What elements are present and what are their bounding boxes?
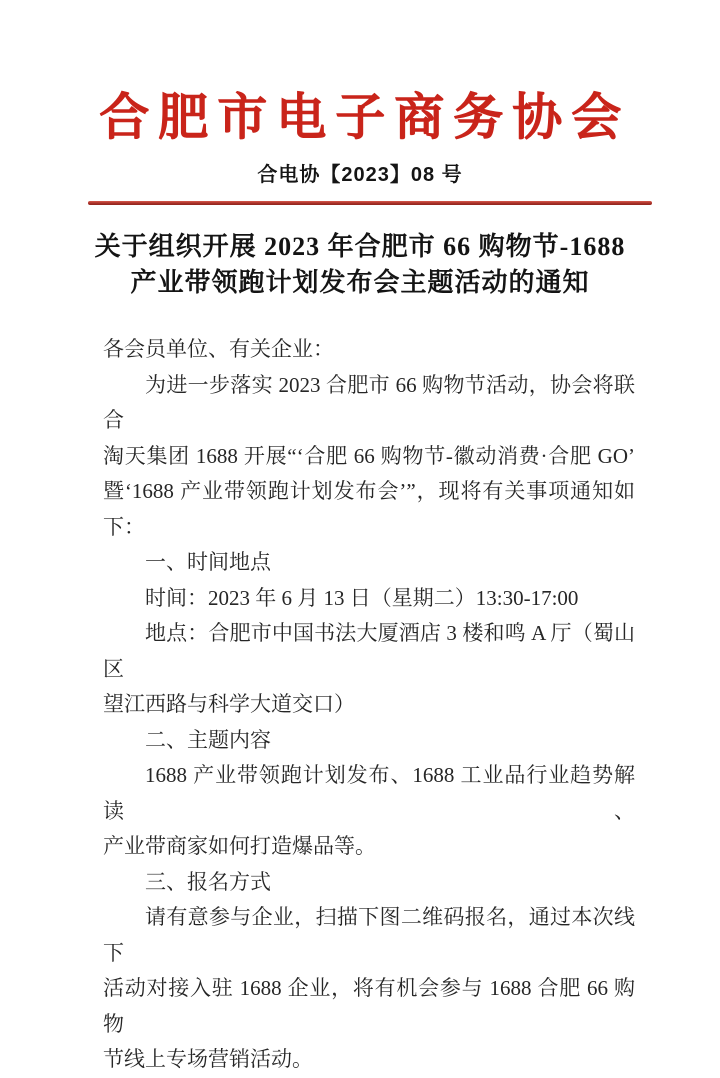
body-text-line: 三、报名方式 (145, 869, 271, 894)
body-text-line: 望江西路与科学大道交口） (103, 692, 355, 716)
body-text-line: 淘天集团 1688 开展“‘合肥 66 购物节-徽动消费·合肥 GO’ (103, 443, 635, 468)
org-name-heading: 合肥市电子商务协会 (99, 89, 630, 145)
doc-body (103, 332, 635, 1078)
body-text-line: 为进一步落实 2023 合肥市 66 购物节活动，协会将联合 (103, 372, 635, 432)
body-text-line: 地点：合肥市中国书法大厦酒店 3 楼和鸣 A 厅（蜀山区 (103, 621, 635, 681)
document-page (0, 84, 720, 1071)
red-divider-line (88, 201, 652, 205)
body-text-line: 节线上专场营销活动。 (103, 1047, 313, 1071)
body-text-line: 产业带商家如何打造爆品等。 (103, 834, 376, 858)
doc-title (0, 229, 720, 301)
body-text-line: 二、主题内容 (145, 727, 271, 752)
body-text-line: 一、时间地点 (145, 550, 271, 574)
doc-title-line-2: 产业带领跑计划发布会主题活动的通知 (130, 268, 590, 297)
body-text-line: 各会员单位、有关企业： (103, 337, 334, 361)
doc-title-line-1: 关于组织开展 2023 年合肥市 66 购物节-1688 (94, 232, 626, 261)
body-text-line: 时间：2023 年 6 月 13 日（星期二）13:30-17:00 (145, 585, 579, 610)
body-text-line: 请有意参与企业，扫描下图二维码报名，通过本次线下 (103, 905, 635, 965)
body-text-line: 暨‘1688 产业带领跑计划发布会’”，现将有关事项通知如 (103, 479, 635, 503)
body-text-line: 下： (103, 514, 145, 539)
body-text-line: 1688 产业带领跑计划发布、1688 工业品行业趋势解读、 (103, 763, 635, 823)
body-text-line: 活动对接入驻 1688 企业，将有机会参与 1688 合肥 66 购物 (103, 976, 635, 1036)
doc-reference-number: 合电协【2023】08 号 (257, 164, 463, 186)
